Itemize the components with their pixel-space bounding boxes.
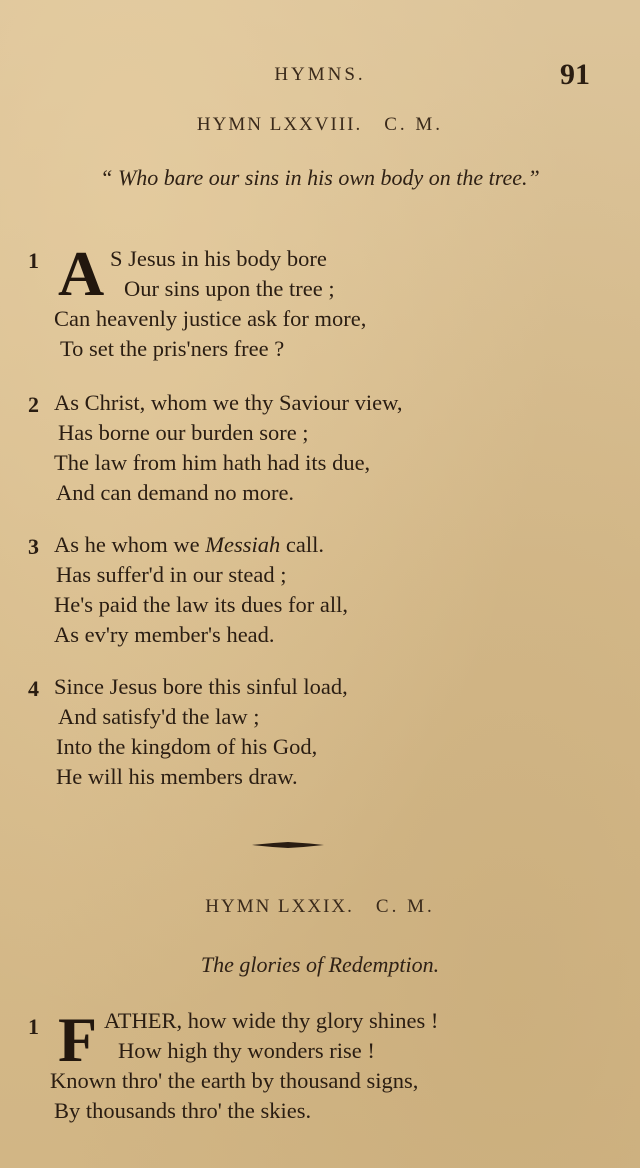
stanza-number: 3 [28,534,39,559]
stanza-line: And can demand no more. [56,480,295,505]
stanza-line: Known thro' the earth by thousand signs, [50,1068,419,1093]
running-head [0,58,640,98]
stanza-number: 1 [28,1014,39,1039]
stanza-number: 2 [28,392,39,417]
drop-cap: A [58,238,105,309]
stanza-line: S Jesus in his body bore [110,246,327,271]
stanza-line: Into the kingdom of his God, [56,734,318,759]
stanza-line: As ev'ry member's head. [54,622,275,647]
page-number: 91 [560,58,590,91]
hymn-78-meter: C. M. [384,114,444,135]
stanza-line: He will his members draw. [56,764,298,789]
hymn-79-subtitle: The glories of Redemption. [200,952,440,977]
stanza-line: How high thy wonders rise ! [118,1038,375,1063]
hymn-79-meter: C. M. [375,896,435,917]
stanza-line: To set the pris'ners free ? [60,336,285,361]
hymn-78-number: HYMN LXXVIII. [196,114,363,135]
stanza-line: Our sins upon the tree ; [124,276,335,301]
stanza-line: The law from him hath had its due, [54,450,371,475]
line-text: call. [280,532,324,557]
stanza-line-first [54,530,324,560]
hymn-78-epigraph: “ Who bare our sins in his own body on the tree.” [100,165,540,190]
ornament-rule [252,840,324,850]
drop-cap: F [58,1004,98,1075]
stanza-line: And satisfy'd the law ; [58,704,260,729]
hymn-79-number: HYMN LXXIX. [205,896,354,917]
hymn-79-title [0,896,640,918]
stanza-line: ATHER, how wide thy glory shines ! [104,1008,439,1033]
stanza-line: Has borne our burden sore ; [58,420,309,445]
stanza-line: As Christ, whom we thy Saviour view, [54,390,403,415]
stanza-line: By thousands thro' the skies. [54,1098,312,1123]
italic-word: Messiah [205,532,281,557]
line-text: As he whom we [54,532,206,557]
stanza-line: Can heavenly justice ask for more, [54,306,367,331]
running-title: HYMNS. [274,64,366,85]
hymn-78-title [0,114,640,136]
stanza-number: 1 [28,248,39,273]
stanza-line: Since Jesus bore this sinful load, [54,674,348,699]
stanza-line: Has suffer'd in our stead ; [56,562,287,587]
stanza-line: He's paid the law its dues for all, [54,592,348,617]
stanza-number: 4 [28,676,39,701]
